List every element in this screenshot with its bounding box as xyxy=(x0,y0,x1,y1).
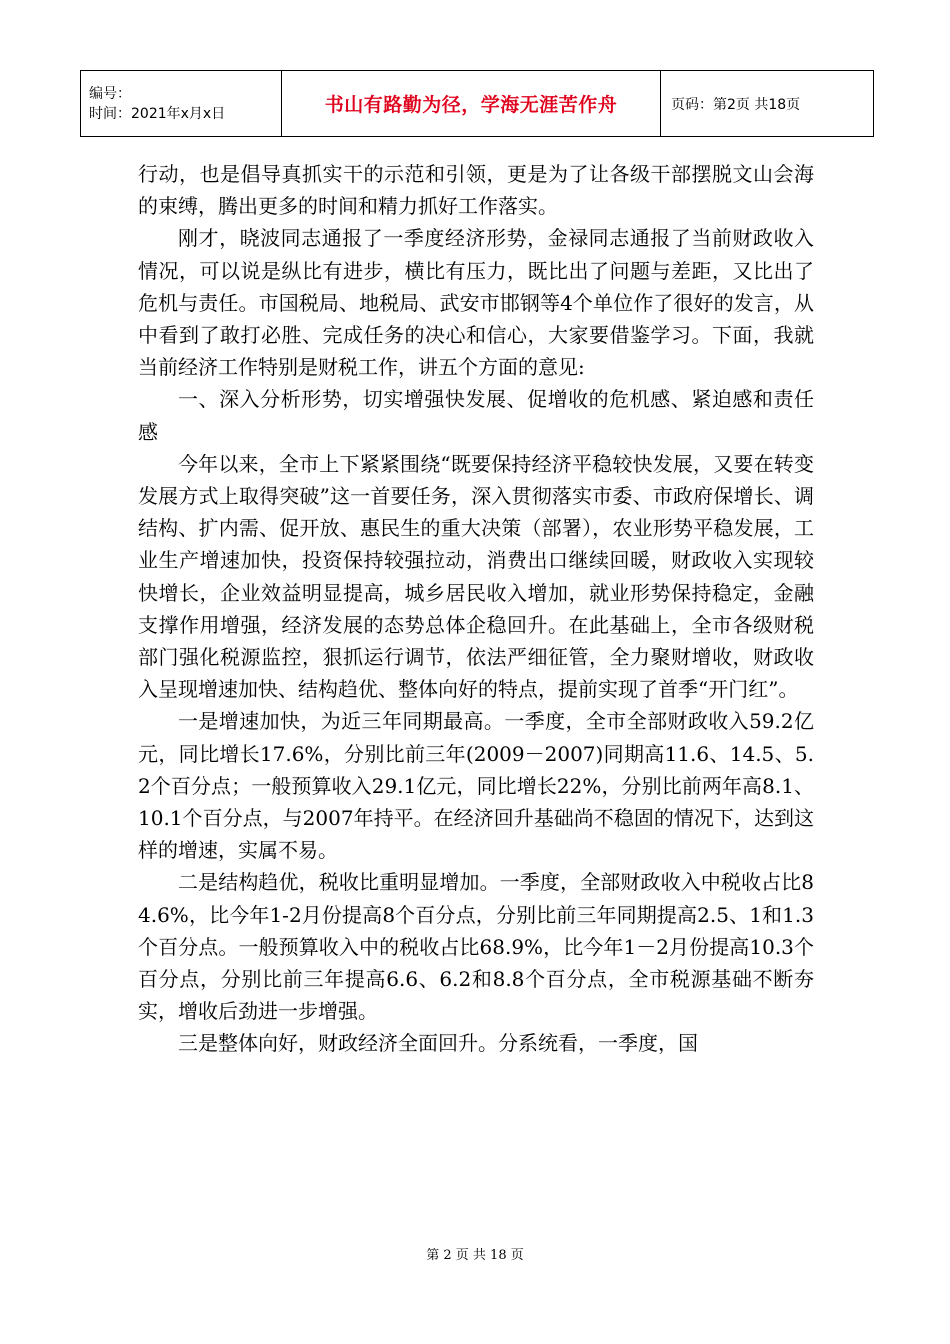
header-meta-cell xyxy=(81,71,282,137)
body-paragraph: 刚才，晓波同志通报了一季度经济形势，金禄同志通报了当前财政收入情况，可以说是纵比有进步，横比有压力，既比出了问题与差距，又比出了危机与责任。市国税局、地税局、武安市邯钢等4个单位作了很好的发言，从中看到了敢打必胜、完成任务的决心和信心，大家要借鉴学习。下面，我就当前经济工作特别是财税工作，讲五个方面的意见: xyxy=(138,226,814,380)
document-time-label: 时间：2021年x月x日 xyxy=(89,105,226,122)
body-paragraph: 今年以来，全市上下紧紧围绕“既要保持经济平稳较快发展，又要在转变发展方式上取得突破”这一首要任务，深入贯彻落实市委、市政府保增长、调结构、扩内需、促开放、惠民生的重大决策（部署），农业形势平稳发展，工业生产增速加快，投资保持较强拉动，消费出口继续回暖，财政收入实现较快增长，企业效益明显提高，城乡居民收入增加，就业形势保持稳定，金融支撑作用增强，经济发展的态势总体企稳回升。在此基础上，全市各级财税部门强化税源监控，狠抓运行调节，依法严细征管，全力聚财增收，财政收入呈现增速加快、结构趋优、整体向好的特点，提前实现了首季“开门红”。 xyxy=(138,451,814,702)
page-header xyxy=(80,70,874,137)
body-paragraph: 一是增速加快，为近三年同期最高。一季度，全市全部财政收入59.2亿元，同比增长17.6%，分别比前三年(2009－2007)同期高11.6、14.5、5.2个百分点；一般预算收入29.1亿元，同比增长22%，分别比前两年高8.1、10.1个百分点，与2007年持平。在经济回升基础尚不稳固的情况下，达到这样的增速，实属不易。 xyxy=(138,709,814,863)
header-page-cell xyxy=(661,71,874,137)
page-footer: 第 2 页 共 18 页 xyxy=(426,1248,524,1263)
section-heading: 一、深入分析形势，切实增强快发展、促增收的危机感、紧迫感和责任感 xyxy=(138,387,814,444)
header-motto-cell xyxy=(282,71,661,137)
document-body xyxy=(138,158,814,1060)
body-paragraph: 行动，也是倡导真抓实干的示范和引领，更是为了让各级干部摆脱文山会海的束缚，腾出更多的时间和精力抓好工作落实。 xyxy=(138,162,814,219)
header-page-number: 页码：第2页 共18页 xyxy=(671,96,801,113)
header-motto: 书山有路勤为径，学海无涯苦作舟 xyxy=(324,94,618,116)
body-paragraph: 三是整体向好，财政经济全面回升。分系统看，一季度，国 xyxy=(178,1031,698,1056)
document-number-label: 编号： xyxy=(89,85,131,102)
body-paragraph: 二是结构趋优，税收比重明显增加。一季度，全部财政收入中税收占比84.6%，比今年1-2月份提高8个百分点，分别比前三年同期提高2.5、1和1.3个百分点。一般预算收入中的税收占比68.9%，比今年1－2月份提高10.3个百分点，分别比前三年提高6.6、6.2和8.8个百分点，全市税源基础不断夯实，增收后劲进一步增强。 xyxy=(138,870,814,1024)
